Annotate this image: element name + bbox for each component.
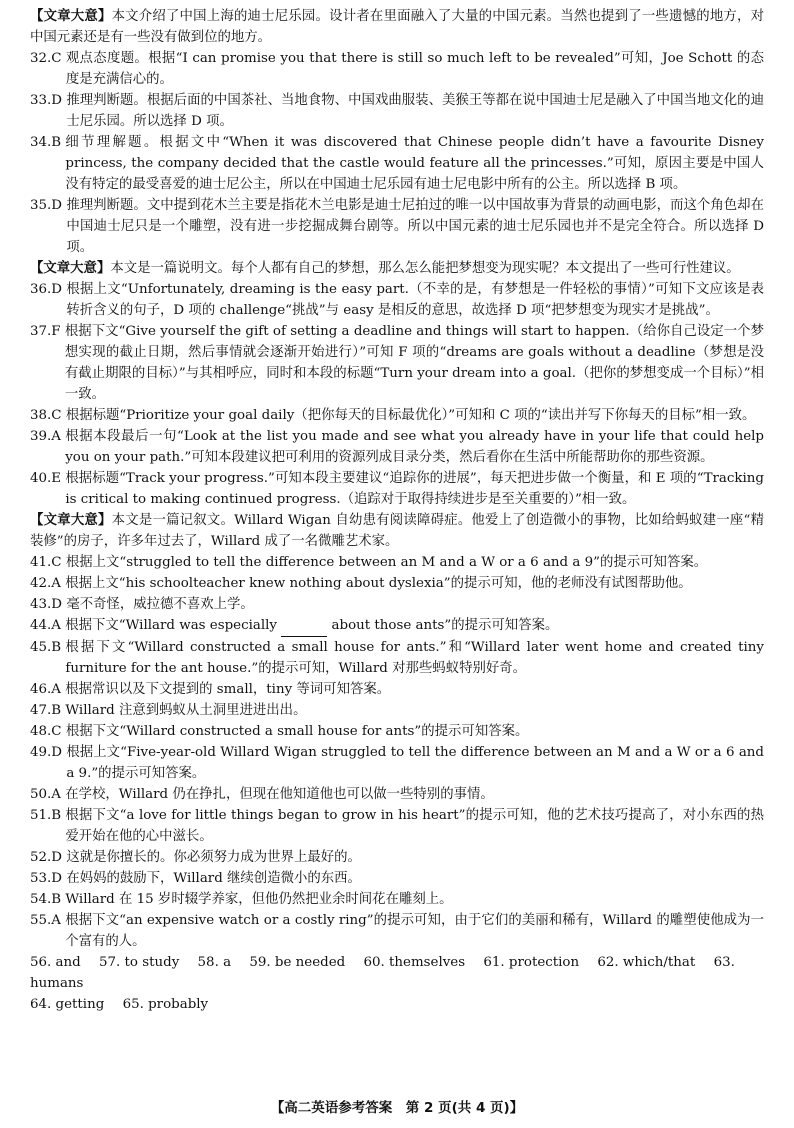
summary-heading: 【文章大意】: [30, 512, 112, 528]
grammar-answers-line-1: 56. and 57. to study 58. a 59. be needed 60. themselves 61. protection 62. which/that 63. humans: [30, 955, 735, 991]
answer-item: 53.D 在妈妈的鼓励下，Willard 继续创造微小的东西。: [30, 871, 361, 886]
answer-item: 52.D 这就是你擅长的。你必须努力成为世界上最好的。: [30, 850, 361, 865]
answer-item: 46.A 根据常识以及下文提到的 small，tiny 等词可知答案。: [30, 682, 391, 697]
answer-item: 35.D 推理判断题。文中提到花木兰主要是指花木兰电影是迪士尼拍过的唯一以中国故事为背景的动画电影，而这个角色却在中国迪士尼只是一个雕塑，没有进一步挖掘成舞台剧等。所以中国元素的迪士尼乐园也并不是完全符合。所以选择 D 项。: [30, 198, 764, 255]
answer-item: 42.A 根据上文“his schoolteacher knew nothing about dyslexia”的提示可知，他的老师没有试图帮助他。: [30, 576, 692, 591]
answer-item: 44.A 根据下文“Willard was especially about those ants”的提示可知答案。: [30, 615, 764, 637]
answer-item: 54.B Willard 在 15 岁时辍学养家，但他仍然把业余时间花在雕刻上。: [30, 892, 453, 907]
answer-item: 47.B Willard 注意到蚂蚁从土洞里进进出出。: [30, 703, 307, 718]
answer-item: 37.F 根据下文“Give yourself the gift of setting a deadline and things will start to happen.（给你自己设定一个梦想实现的截止日期，然后事情就会逐渐开始进行）”可知 F 项的“dreams are goals without a deadline（梦想是没有截止期限的目标）”与其相呼应，同时和本段的标题“Turn your dream into a goal.（把你的梦想变成一个目标）”相一致。: [30, 324, 764, 402]
answer-item: 39.A 根据本段最后一句“Look at the list you made and see what you already have in your life that could help you on your path.”可知本段建议把可利用的资源列成目录分类，然后看你在生活中所能帮助你的那些资源。: [30, 429, 764, 465]
page-footer: 【高二英语参考答案 第 2 页(共 4 页)】: [270, 1100, 524, 1116]
summary-heading: 【文章大意】: [30, 260, 111, 276]
answer-item: 32.C 观点态度题。根据“I can promise you that there is still so much left to be revealed”可知，Joe Schott 的态度是充满信心的。: [30, 51, 764, 87]
answer-document: [30, 6, 764, 1015]
answer-item: 51.B 根据下文“a love for little things began to grow in his heart”的提示可知，他的艺术技巧提高了，对小东西的热爱开始在他的心中滋长。: [30, 808, 764, 844]
answer-item: 45.B 根据下文“Willard constructed a small house for ants.”和“Willard later went home and created tiny furniture for the ant house.”的提示可知，Willard 对那些蚂蚁特别好奇。: [30, 640, 764, 676]
passage-3-summary: 【文章大意】本文是一篇记叙文。Willard Wigan 自幼患有阅读障碍症。他爱上了创造微小的事物，比如给蚂蚁建一座“精装修”的房子，许多年过去了，Willard 成了一名微雕艺术家。: [30, 512, 764, 549]
passage-1-summary: 【文章大意】本文介绍了中国上海的迪士尼乐园。设计者在里面融入了大量的中国元素。当然也提到了一些遗憾的地方，对中国元素还是有一些没有做到位的地方。: [30, 8, 764, 45]
answer-item: 40.E 根据标题“Track your progress.”可知本段主要建议“追踪你的进展”，每天把进步做一个衡量，和 E 项的“Tracking is critical to making continued progress.（追踪对于取得持续进步是至关重要的）”相一致。: [30, 471, 764, 507]
grammar-answers-line-2: 64. getting 65. probably: [30, 997, 209, 1012]
blank-underline: [281, 615, 327, 637]
answer-item: 55.A 根据下文“an expensive watch or a costly ring”的提示可知，由于它们的美丽和稀有，Willard 的雕塑使他成为一个富有的人。: [30, 913, 764, 949]
answer-item: 33.D 推理判断题。根据后面的中国茶社、当地食物、中国戏曲服装、美猴王等都在说中国迪士尼是融入了中国当地文化的迪士尼乐园。所以选择 D 项。: [30, 93, 764, 129]
answer-item: 48.C 根据下文“Willard constructed a small house for ants”的提示可知答案。: [30, 724, 529, 739]
answer-item: 38.C 根据标题“Prioritize your goal daily（把你每天的目标最优化）”可知和 C 项的“读出并写下你每天的目标”相一致。: [30, 408, 756, 423]
answer-item: 50.A 在学校，Willard 仍在挣扎，但现在他知道他也可以做一些特别的事情。: [30, 787, 494, 802]
answer-item: 41.C 根据上文“struggled to tell the difference between an M and a W or a 6 and a 9”的提示可知答案。: [30, 555, 708, 570]
summary-heading: 【文章大意】: [30, 8, 112, 24]
answer-item: 49.D 根据上文“Five-year-old Willard Wigan struggled to tell the difference between an M and a W or a 6 and a 9.”的提示可知答案。: [30, 745, 764, 781]
answer-item: 34.B 细节理解题。根据文中“When it was discovered that Chinese people didn’t have a favourite Disney princess, the company decided that the castle would feature all the princesses.”可知，原因主要是中国人没有特定的最受喜爱的迪士尼公主，所以在中国迪士尼乐园有迪士尼电影中所有的公主。所以选择 B 项。: [30, 135, 764, 192]
answer-item: 43.D 毫不奇怪，威拉德不喜欢上学。: [30, 597, 254, 612]
answer-item: 36.D 根据上文“Unfortunately, dreaming is the easy part.（不幸的是，有梦想是一件轻松的事情）”可知下文应该是表转折含义的句子，D 项的 challenge“挑战”与 easy 是相反的意思，故选择 D 项“把梦想变为现实才是挑战”。: [30, 282, 764, 318]
passage-2-summary: 【文章大意】本文是一篇说明文。每个人都有自己的梦想，那么怎么能把梦想变为现实呢？本文提出了一些可行性建议。: [30, 260, 740, 276]
